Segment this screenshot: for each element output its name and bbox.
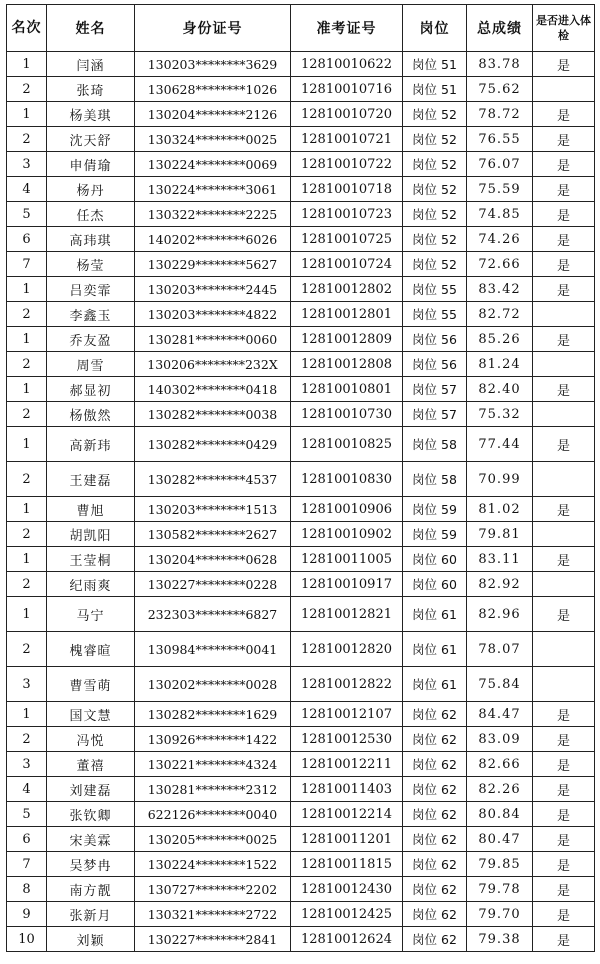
cell-total-score: 78.72 <box>467 102 533 127</box>
table-row <box>7 327 595 352</box>
cell-exam-number: 12810010730 <box>291 402 403 427</box>
cell-exam-number: 12810012530 <box>291 727 403 752</box>
cell-name: 刘颖 <box>47 927 135 952</box>
cell-name: 王莹桐 <box>47 547 135 572</box>
cell-total-score: 80.47 <box>467 827 533 852</box>
cell-total-score: 77.44 <box>467 427 533 462</box>
table-row <box>7 597 595 632</box>
cell-total-score: 81.02 <box>467 497 533 522</box>
cell-exam-number: 12810012211 <box>291 752 403 777</box>
cell-post: 岗位 52 <box>403 252 467 277</box>
cell-exam-number: 12810010830 <box>291 462 403 497</box>
cell-id-number: 130324********0025 <box>135 127 291 152</box>
table-row <box>7 927 595 952</box>
cell-id-number: 130203********1513 <box>135 497 291 522</box>
cell-id-number: 130227********0228 <box>135 572 291 597</box>
cell-rank: 1 <box>7 377 47 402</box>
cell-name: 刘建磊 <box>47 777 135 802</box>
cell-total-score: 79.38 <box>467 927 533 952</box>
table-row <box>7 277 595 302</box>
cell-physical-exam: 是 <box>533 377 595 402</box>
table-row <box>7 702 595 727</box>
header-rank: 名次 <box>7 5 47 52</box>
cell-total-score: 82.72 <box>467 302 533 327</box>
cell-name: 张新月 <box>47 902 135 927</box>
cell-name: 国文慧 <box>47 702 135 727</box>
table-body <box>7 52 595 952</box>
cell-rank: 5 <box>7 202 47 227</box>
cell-physical-exam <box>533 352 595 377</box>
cell-post: 岗位 62 <box>403 802 467 827</box>
cell-exam-number: 12810010722 <box>291 152 403 177</box>
cell-rank: 2 <box>7 462 47 497</box>
cell-physical-exam: 是 <box>533 702 595 727</box>
cell-name: 申倩瑜 <box>47 152 135 177</box>
cell-post: 岗位 52 <box>403 152 467 177</box>
cell-exam-number: 12810012802 <box>291 277 403 302</box>
cell-physical-exam: 是 <box>533 227 595 252</box>
cell-post: 岗位 60 <box>403 547 467 572</box>
cell-name: 吴梦冉 <box>47 852 135 877</box>
cell-id-number: 130282********0429 <box>135 427 291 462</box>
cell-physical-exam: 是 <box>533 52 595 77</box>
cell-total-score: 79.85 <box>467 852 533 877</box>
cell-id-number: 130203********4822 <box>135 302 291 327</box>
cell-exam-number: 12810012809 <box>291 327 403 352</box>
cell-physical-exam <box>533 572 595 597</box>
cell-name: 李鑫玉 <box>47 302 135 327</box>
cell-total-score: 78.07 <box>467 632 533 667</box>
cell-name: 南方靓 <box>47 877 135 902</box>
cell-name: 任杰 <box>47 202 135 227</box>
cell-post: 岗位 55 <box>403 277 467 302</box>
cell-total-score: 81.24 <box>467 352 533 377</box>
cell-id-number: 130227********2841 <box>135 927 291 952</box>
cell-physical-exam: 是 <box>533 852 595 877</box>
cell-physical-exam <box>533 402 595 427</box>
cell-name: 冯悦 <box>47 727 135 752</box>
cell-physical-exam: 是 <box>533 497 595 522</box>
table-row <box>7 727 595 752</box>
table-row <box>7 572 595 597</box>
cell-post: 岗位 62 <box>403 727 467 752</box>
cell-post: 岗位 51 <box>403 77 467 102</box>
cell-exam-number: 12810012425 <box>291 902 403 927</box>
cell-physical-exam: 是 <box>533 202 595 227</box>
table-row <box>7 752 595 777</box>
cell-physical-exam <box>533 632 595 667</box>
header-name: 姓名 <box>47 5 135 52</box>
cell-id-number: 130628********1026 <box>135 77 291 102</box>
cell-id-number: 130282********1629 <box>135 702 291 727</box>
table-row <box>7 127 595 152</box>
cell-rank: 9 <box>7 902 47 927</box>
cell-exam-number: 12810012808 <box>291 352 403 377</box>
cell-post: 岗位 62 <box>403 827 467 852</box>
cell-total-score: 74.26 <box>467 227 533 252</box>
cell-total-score: 75.62 <box>467 77 533 102</box>
cell-name: 乔友盈 <box>47 327 135 352</box>
cell-rank: 8 <box>7 877 47 902</box>
table-row <box>7 202 595 227</box>
cell-name: 王建磊 <box>47 462 135 497</box>
cell-exam-number: 12810012821 <box>291 597 403 632</box>
cell-post: 岗位 56 <box>403 327 467 352</box>
cell-exam-number: 12810010716 <box>291 77 403 102</box>
table-row <box>7 302 595 327</box>
cell-name: 闫涵 <box>47 52 135 77</box>
cell-exam-number: 12810011815 <box>291 852 403 877</box>
table-row <box>7 52 595 77</box>
cell-name: 董禧 <box>47 752 135 777</box>
cell-exam-number: 12810010825 <box>291 427 403 462</box>
cell-name: 曹旭 <box>47 497 135 522</box>
cell-post: 岗位 62 <box>403 777 467 802</box>
cell-rank: 1 <box>7 427 47 462</box>
cell-total-score: 83.78 <box>467 52 533 77</box>
cell-rank: 2 <box>7 632 47 667</box>
results-table <box>6 4 595 952</box>
table-row <box>7 227 595 252</box>
cell-id-number: 130224********3061 <box>135 177 291 202</box>
cell-exam-number: 12810012214 <box>291 802 403 827</box>
table-row <box>7 522 595 547</box>
table-row <box>7 877 595 902</box>
cell-rank: 3 <box>7 667 47 702</box>
cell-exam-number: 12810010718 <box>291 177 403 202</box>
cell-post: 岗位 57 <box>403 402 467 427</box>
cell-total-score: 83.09 <box>467 727 533 752</box>
table-row <box>7 177 595 202</box>
cell-rank: 2 <box>7 402 47 427</box>
cell-rank: 5 <box>7 802 47 827</box>
cell-exam-number: 12810012430 <box>291 877 403 902</box>
cell-rank: 1 <box>7 597 47 632</box>
cell-total-score: 79.70 <box>467 902 533 927</box>
cell-total-score: 82.26 <box>467 777 533 802</box>
cell-name: 郝显初 <box>47 377 135 402</box>
table-row <box>7 902 595 927</box>
cell-total-score: 70.99 <box>467 462 533 497</box>
cell-total-score: 80.84 <box>467 802 533 827</box>
cell-id-number: 130203********2445 <box>135 277 291 302</box>
cell-physical-exam: 是 <box>533 802 595 827</box>
cell-rank: 2 <box>7 522 47 547</box>
cell-rank: 4 <box>7 777 47 802</box>
table-row <box>7 777 595 802</box>
cell-name: 周雪 <box>47 352 135 377</box>
cell-id-number: 130221********4324 <box>135 752 291 777</box>
cell-total-score: 84.47 <box>467 702 533 727</box>
table-header <box>7 5 595 52</box>
cell-exam-number: 12810010902 <box>291 522 403 547</box>
table-row <box>7 802 595 827</box>
cell-exam-number: 12810010801 <box>291 377 403 402</box>
cell-name: 高玮琪 <box>47 227 135 252</box>
cell-exam-number: 12810012820 <box>291 632 403 667</box>
cell-post: 岗位 57 <box>403 377 467 402</box>
cell-total-score: 85.26 <box>467 327 533 352</box>
cell-post: 岗位 62 <box>403 902 467 927</box>
cell-physical-exam: 是 <box>533 152 595 177</box>
cell-total-score: 72.66 <box>467 252 533 277</box>
cell-physical-exam <box>533 462 595 497</box>
table-row <box>7 377 595 402</box>
cell-name: 杨美琪 <box>47 102 135 127</box>
cell-physical-exam <box>533 522 595 547</box>
cell-rank: 6 <box>7 827 47 852</box>
cell-post: 岗位 62 <box>403 702 467 727</box>
table-row <box>7 632 595 667</box>
cell-rank: 1 <box>7 547 47 572</box>
cell-id-number: 130206********232X <box>135 352 291 377</box>
cell-name: 杨莹 <box>47 252 135 277</box>
table-row <box>7 352 595 377</box>
cell-exam-number: 12810011201 <box>291 827 403 852</box>
cell-rank: 2 <box>7 727 47 752</box>
header-post: 岗位 <box>403 5 467 52</box>
cell-rank: 10 <box>7 927 47 952</box>
cell-post: 岗位 52 <box>403 177 467 202</box>
cell-rank: 1 <box>7 277 47 302</box>
cell-name: 杨傲然 <box>47 402 135 427</box>
header-id-number: 身份证号 <box>135 5 291 52</box>
cell-exam-number: 12810010622 <box>291 52 403 77</box>
cell-post: 岗位 52 <box>403 102 467 127</box>
cell-physical-exam <box>533 77 595 102</box>
table-row <box>7 852 595 877</box>
cell-post: 岗位 52 <box>403 227 467 252</box>
table-row <box>7 102 595 127</box>
cell-post: 岗位 62 <box>403 927 467 952</box>
cell-id-number: 130984********0041 <box>135 632 291 667</box>
cell-rank: 1 <box>7 497 47 522</box>
cell-total-score: 76.55 <box>467 127 533 152</box>
cell-rank: 7 <box>7 252 47 277</box>
cell-post: 岗位 52 <box>403 202 467 227</box>
cell-physical-exam: 是 <box>533 177 595 202</box>
cell-id-number: 130282********4537 <box>135 462 291 497</box>
cell-name: 宋美霖 <box>47 827 135 852</box>
cell-total-score: 75.84 <box>467 667 533 702</box>
table-row <box>7 827 595 852</box>
cell-id-number: 130281********0060 <box>135 327 291 352</box>
cell-id-number: 130582********2627 <box>135 522 291 547</box>
cell-exam-number: 12810011005 <box>291 547 403 572</box>
header-exam-number: 准考证号 <box>291 5 403 52</box>
cell-id-number: 622126********0040 <box>135 802 291 827</box>
cell-name: 吕奕霏 <box>47 277 135 302</box>
cell-id-number: 130229********5627 <box>135 252 291 277</box>
cell-name: 马宁 <box>47 597 135 632</box>
cell-post: 岗位 58 <box>403 462 467 497</box>
cell-post: 岗位 62 <box>403 752 467 777</box>
cell-rank: 3 <box>7 752 47 777</box>
table-row <box>7 427 595 462</box>
cell-rank: 7 <box>7 852 47 877</box>
cell-id-number: 130205********0025 <box>135 827 291 852</box>
table-row <box>7 77 595 102</box>
cell-exam-number: 12810011403 <box>291 777 403 802</box>
cell-total-score: 83.42 <box>467 277 533 302</box>
cell-total-score: 82.92 <box>467 572 533 597</box>
cell-name: 高新玮 <box>47 427 135 462</box>
cell-post: 岗位 62 <box>403 852 467 877</box>
cell-exam-number: 12810010721 <box>291 127 403 152</box>
cell-id-number: 130321********2722 <box>135 902 291 927</box>
cell-id-number: 232303********6827 <box>135 597 291 632</box>
cell-physical-exam <box>533 667 595 702</box>
cell-exam-number: 12810010720 <box>291 102 403 127</box>
cell-total-score: 82.40 <box>467 377 533 402</box>
cell-post: 岗位 56 <box>403 352 467 377</box>
cell-id-number: 130322********2225 <box>135 202 291 227</box>
cell-exam-number: 12810012624 <box>291 927 403 952</box>
cell-total-score: 75.32 <box>467 402 533 427</box>
cell-post: 岗位 59 <box>403 497 467 522</box>
cell-total-score: 76.07 <box>467 152 533 177</box>
cell-id-number: 140202********6026 <box>135 227 291 252</box>
cell-rank: 2 <box>7 77 47 102</box>
cell-total-score: 83.11 <box>467 547 533 572</box>
cell-id-number: 140302********0418 <box>135 377 291 402</box>
cell-id-number: 130202********0028 <box>135 667 291 702</box>
cell-name: 张钦卿 <box>47 802 135 827</box>
cell-exam-number: 12810012107 <box>291 702 403 727</box>
cell-name: 沈天舒 <box>47 127 135 152</box>
cell-id-number: 130281********2312 <box>135 777 291 802</box>
cell-exam-number: 12810012801 <box>291 302 403 327</box>
cell-post: 岗位 61 <box>403 597 467 632</box>
cell-post: 岗位 61 <box>403 632 467 667</box>
cell-physical-exam: 是 <box>533 277 595 302</box>
cell-post: 岗位 62 <box>403 877 467 902</box>
table-row <box>7 547 595 572</box>
table-row <box>7 667 595 702</box>
table-row <box>7 152 595 177</box>
cell-post: 岗位 51 <box>403 52 467 77</box>
cell-id-number: 130204********2126 <box>135 102 291 127</box>
cell-id-number: 130926********1422 <box>135 727 291 752</box>
cell-physical-exam: 是 <box>533 252 595 277</box>
cell-physical-exam: 是 <box>533 902 595 927</box>
cell-name: 张琦 <box>47 77 135 102</box>
cell-post: 岗位 60 <box>403 572 467 597</box>
cell-exam-number: 12810010917 <box>291 572 403 597</box>
cell-total-score: 74.85 <box>467 202 533 227</box>
cell-physical-exam: 是 <box>533 427 595 462</box>
cell-id-number: 130282********0038 <box>135 402 291 427</box>
cell-physical-exam: 是 <box>533 327 595 352</box>
cell-post: 岗位 58 <box>403 427 467 462</box>
cell-rank: 1 <box>7 702 47 727</box>
cell-exam-number: 12810012822 <box>291 667 403 702</box>
header-total-score: 总成绩 <box>467 5 533 52</box>
cell-total-score: 75.59 <box>467 177 533 202</box>
cell-id-number: 130224********1522 <box>135 852 291 877</box>
cell-id-number: 130727********2202 <box>135 877 291 902</box>
cell-physical-exam: 是 <box>533 727 595 752</box>
cell-exam-number: 12810010725 <box>291 227 403 252</box>
cell-rank: 1 <box>7 102 47 127</box>
cell-rank: 2 <box>7 352 47 377</box>
cell-total-score: 82.96 <box>467 597 533 632</box>
cell-post: 岗位 59 <box>403 522 467 547</box>
cell-total-score: 82.66 <box>467 752 533 777</box>
cell-physical-exam: 是 <box>533 827 595 852</box>
cell-name: 曹雪萌 <box>47 667 135 702</box>
table-row <box>7 497 595 522</box>
header-row <box>7 5 595 52</box>
cell-physical-exam <box>533 302 595 327</box>
cell-total-score: 79.81 <box>467 522 533 547</box>
cell-rank: 2 <box>7 302 47 327</box>
cell-id-number: 130204********0628 <box>135 547 291 572</box>
cell-physical-exam: 是 <box>533 597 595 632</box>
cell-physical-exam: 是 <box>533 927 595 952</box>
cell-name: 槐睿暄 <box>47 632 135 667</box>
cell-name: 纪雨爽 <box>47 572 135 597</box>
header-physical-exam: 是否进入体检 <box>533 5 595 52</box>
cell-rank: 2 <box>7 127 47 152</box>
cell-physical-exam: 是 <box>533 102 595 127</box>
cell-total-score: 79.78 <box>467 877 533 902</box>
table-row <box>7 402 595 427</box>
cell-exam-number: 12810010724 <box>291 252 403 277</box>
cell-post: 岗位 61 <box>403 667 467 702</box>
cell-rank: 2 <box>7 572 47 597</box>
table-row <box>7 462 595 497</box>
cell-name: 杨丹 <box>47 177 135 202</box>
cell-physical-exam: 是 <box>533 752 595 777</box>
cell-physical-exam: 是 <box>533 127 595 152</box>
cell-physical-exam: 是 <box>533 877 595 902</box>
cell-id-number: 130224********0069 <box>135 152 291 177</box>
cell-rank: 6 <box>7 227 47 252</box>
cell-post: 岗位 52 <box>403 127 467 152</box>
cell-id-number: 130203********3629 <box>135 52 291 77</box>
cell-rank: 1 <box>7 52 47 77</box>
cell-rank: 3 <box>7 152 47 177</box>
cell-physical-exam: 是 <box>533 777 595 802</box>
cell-rank: 1 <box>7 327 47 352</box>
cell-name: 胡凯阳 <box>47 522 135 547</box>
table-row <box>7 252 595 277</box>
cell-exam-number: 12810010723 <box>291 202 403 227</box>
cell-rank: 4 <box>7 177 47 202</box>
cell-exam-number: 12810010906 <box>291 497 403 522</box>
cell-physical-exam: 是 <box>533 547 595 572</box>
cell-post: 岗位 55 <box>403 302 467 327</box>
